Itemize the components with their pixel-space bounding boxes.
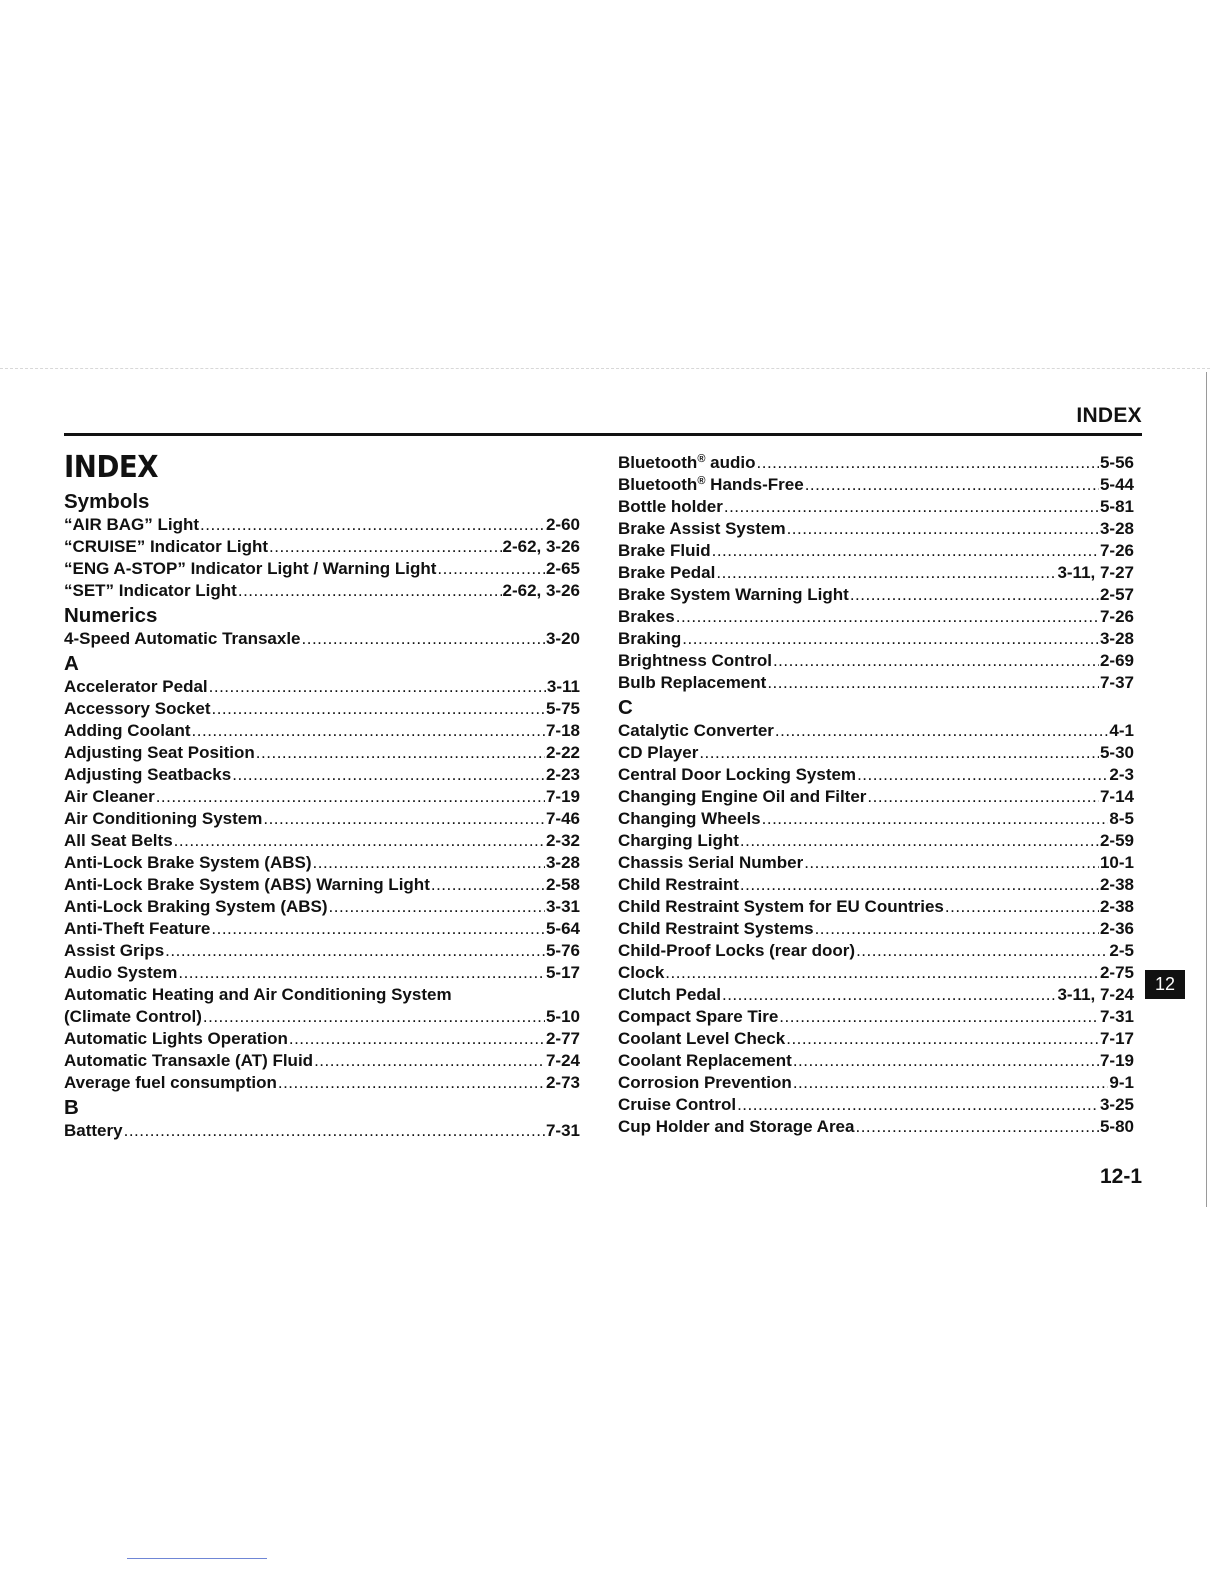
entry-label: Automatic Lights Operation xyxy=(64,1029,288,1048)
entry-label: CD Player xyxy=(618,743,699,762)
entry-page-ref[interactable]: 2-65 xyxy=(545,559,580,578)
entry-page-ref[interactable]: 2-36 xyxy=(1099,919,1134,938)
entry-page-ref[interactable]: 2-62, 3-26 xyxy=(502,581,580,600)
scan-mark xyxy=(127,1558,267,1559)
entry-label: Anti-Theft Feature xyxy=(64,919,211,938)
entry-page-ref[interactable]: 5-10 xyxy=(545,1007,580,1026)
entry-label: Child-Proof Locks (rear door) xyxy=(618,941,856,960)
entry-label: Cruise Control xyxy=(618,1095,737,1114)
dot-leader xyxy=(779,1006,1099,1028)
entry-label: Child Restraint xyxy=(618,875,739,894)
index-entry[interactable] xyxy=(64,676,580,698)
entry-page-ref[interactable]: 5-64 xyxy=(545,919,580,938)
dot-leader xyxy=(773,650,1099,672)
index-entry[interactable] xyxy=(64,1072,580,1094)
entry-label: Clock xyxy=(618,963,665,982)
entry-page-ref[interactable]: 7-19 xyxy=(1099,1051,1134,1070)
index-entry[interactable] xyxy=(618,742,1134,764)
entry-label: Assist Grips xyxy=(64,941,165,960)
dot-leader xyxy=(740,874,1099,896)
scan-edge-line xyxy=(0,368,1210,369)
index-column-left xyxy=(64,448,580,1142)
entry-page-ref[interactable]: 2-73 xyxy=(545,1073,580,1092)
index-entry[interactable] xyxy=(64,764,580,786)
entry-page-ref[interactable]: 4-1 xyxy=(1109,721,1134,740)
entry-label: Anti-Lock Brake System (ABS) xyxy=(64,853,312,872)
entry-label: (Climate Control) xyxy=(64,1007,202,1026)
dot-leader xyxy=(165,940,545,962)
dot-leader xyxy=(722,984,1056,1006)
entry-page-ref[interactable]: 2-59 xyxy=(1099,831,1134,850)
entry-label: Corrosion Prevention xyxy=(618,1073,792,1092)
entry-label: “CRUISE” Indicator Light xyxy=(64,537,268,556)
dot-leader xyxy=(314,1050,545,1072)
dot-leader xyxy=(757,452,1099,474)
index-entry[interactable] xyxy=(618,940,1134,962)
index-entry[interactable] xyxy=(618,1072,1134,1094)
dot-leader xyxy=(699,742,1099,764)
entry-page-ref[interactable]: 7-46 xyxy=(545,809,580,828)
dot-leader xyxy=(850,584,1099,606)
entry-label-suffix: audio xyxy=(705,453,756,472)
entry-page-ref[interactable]: 2-22 xyxy=(545,743,580,762)
entry-label-text: Bluetooth xyxy=(618,453,698,472)
entry-page-ref[interactable]: 3-28 xyxy=(1099,629,1134,648)
dot-leader xyxy=(793,1050,1099,1072)
index-entry[interactable] xyxy=(64,874,580,896)
entry-label: Accelerator Pedal xyxy=(64,677,208,696)
entry-label: Charging Light xyxy=(618,831,739,850)
entry-page-ref[interactable]: 2-62, 3-26 xyxy=(502,537,580,556)
index-entry[interactable] xyxy=(618,896,1134,918)
dot-leader xyxy=(724,496,1099,518)
dot-leader xyxy=(256,742,545,764)
index-entry[interactable] xyxy=(64,808,580,830)
dot-leader xyxy=(767,672,1099,694)
entry-page-ref[interactable]: 3-11 xyxy=(546,677,580,696)
entry-page-ref[interactable]: 7-31 xyxy=(545,1121,580,1140)
entry-label: Anti-Lock Braking System (ABS) xyxy=(64,897,328,916)
entry-label: Coolant Level Check xyxy=(618,1029,786,1048)
dot-leader xyxy=(431,874,545,896)
index-entry[interactable] xyxy=(618,1006,1134,1028)
entry-label: Central Door Locking System xyxy=(618,765,857,784)
dot-leader xyxy=(178,962,545,984)
index-entry[interactable] xyxy=(64,940,580,962)
entry-label: Bulb Replacement xyxy=(618,673,767,692)
index-entry[interactable] xyxy=(618,540,1134,562)
dot-leader xyxy=(289,1028,545,1050)
index-entry[interactable] xyxy=(618,808,1134,830)
entry-page-ref[interactable]: 2-69 xyxy=(1099,651,1134,670)
entry-page-ref[interactable]: 3-28 xyxy=(545,853,580,872)
index-entry[interactable] xyxy=(618,720,1134,742)
page-edge xyxy=(1206,372,1207,1207)
index-entry[interactable] xyxy=(64,962,580,984)
entry-page-ref[interactable]: 2-75 xyxy=(1099,963,1134,982)
index-entry[interactable] xyxy=(64,852,580,874)
header-rule xyxy=(64,433,1142,436)
index-entry[interactable] xyxy=(618,984,1134,1006)
index-entry[interactable] xyxy=(64,1006,580,1028)
section-heading: A xyxy=(64,652,79,675)
entry-label: 4-Speed Automatic Transaxle xyxy=(64,629,301,648)
registered-mark: ® xyxy=(697,475,706,487)
dot-leader xyxy=(665,962,1099,984)
index-entry[interactable] xyxy=(64,984,580,1006)
entry-label: Adjusting Seat Position xyxy=(64,743,255,762)
entry-label: Brakes xyxy=(618,607,675,626)
index-entry[interactable] xyxy=(618,606,1134,628)
index-entry[interactable] xyxy=(64,698,580,720)
entry-page-ref[interactable]: 7-19 xyxy=(545,787,580,806)
dot-leader xyxy=(313,852,545,874)
entry-label-text: Bluetooth xyxy=(618,475,698,494)
index-entry[interactable] xyxy=(64,536,580,558)
entry-page-ref[interactable]: 9-1 xyxy=(1109,1073,1134,1092)
entry-page-ref[interactable]: 2-5 xyxy=(1109,941,1134,960)
index-entry[interactable] xyxy=(618,1028,1134,1050)
dot-leader xyxy=(737,1094,1099,1116)
entry-label: Air Cleaner xyxy=(64,787,155,806)
dot-leader xyxy=(232,764,545,786)
dot-leader xyxy=(174,830,545,852)
entry-page-ref[interactable]: 3-25 xyxy=(1099,1095,1134,1114)
dot-leader xyxy=(787,518,1099,540)
entry-page-ref[interactable]: 3-11, 7-24 xyxy=(1057,985,1134,1004)
dot-leader xyxy=(238,580,502,602)
entry-page-ref[interactable]: 5-76 xyxy=(545,941,580,960)
entry-label: Battery xyxy=(64,1121,123,1140)
dot-leader xyxy=(716,562,1056,584)
section-heading: Symbols xyxy=(64,490,150,513)
dot-leader xyxy=(203,1006,545,1028)
entry-label: Automatic Transaxle (AT) Fluid xyxy=(64,1051,314,1070)
page-title: INDEX xyxy=(64,450,159,485)
index-entry[interactable] xyxy=(618,764,1134,786)
entry-page-ref[interactable]: 8-5 xyxy=(1109,809,1134,828)
index-list-left xyxy=(64,490,580,1142)
entry-label-suffix: Hands-Free xyxy=(705,475,804,494)
entry-page-ref[interactable]: 2-57 xyxy=(1099,585,1134,604)
index-list-right xyxy=(618,452,1134,1138)
entry-page-ref[interactable]: 2-38 xyxy=(1099,897,1134,916)
index-entry[interactable] xyxy=(618,852,1134,874)
entry-label: Air Conditioning System xyxy=(64,809,263,828)
entry-page-ref[interactable]: 2-23 xyxy=(545,765,580,784)
dot-leader xyxy=(211,918,545,940)
entry-page-ref[interactable]: 2-58 xyxy=(545,875,580,894)
entry-label: Coolant Replacement xyxy=(618,1051,792,1070)
section-tab[interactable]: 12 xyxy=(1145,970,1185,999)
dot-leader xyxy=(302,628,545,650)
entry-page-ref[interactable]: 5-56 xyxy=(1099,453,1134,472)
index-entry[interactable] xyxy=(618,962,1134,984)
index-entry[interactable] xyxy=(618,518,1134,540)
dot-leader xyxy=(775,720,1109,742)
entry-label: “AIR BAG” Light xyxy=(64,515,200,534)
dot-leader xyxy=(263,808,545,830)
index-column-right xyxy=(618,452,1134,1138)
section-heading: B xyxy=(64,1096,79,1119)
index-entry[interactable] xyxy=(64,1028,580,1050)
entry-label: Bottle holder xyxy=(618,497,723,516)
section-heading: Numerics xyxy=(64,604,158,627)
index-entry[interactable] xyxy=(618,628,1134,650)
entry-label: Changing Wheels xyxy=(618,809,761,828)
entry-page-ref[interactable]: 3-11, 7-27 xyxy=(1057,563,1134,582)
entry-label: Average fuel consumption xyxy=(64,1073,277,1092)
index-entry[interactable] xyxy=(618,474,1134,496)
entry-page-ref[interactable]: 5-17 xyxy=(545,963,580,982)
dot-leader xyxy=(945,896,1099,918)
dot-leader xyxy=(437,558,545,580)
entry-label xyxy=(618,474,804,496)
dot-leader xyxy=(156,786,545,808)
dot-leader xyxy=(786,1028,1099,1050)
registered-mark: ® xyxy=(697,453,706,465)
entry-page-ref[interactable]: 2-38 xyxy=(1099,875,1134,894)
entry-label: Automatic Heating and Air Conditioning System xyxy=(64,985,452,1004)
dot-leader xyxy=(712,540,1099,562)
entry-page-ref[interactable]: 3-28 xyxy=(1099,519,1134,538)
entry-page-ref[interactable]: 7-26 xyxy=(1099,541,1134,560)
entry-label: All Seat Belts xyxy=(64,831,173,850)
entry-label: Brake Fluid xyxy=(618,541,711,560)
dot-leader xyxy=(211,698,544,720)
entry-page-ref[interactable]: 7-37 xyxy=(1099,673,1134,692)
dot-leader xyxy=(856,940,1108,962)
index-entry[interactable] xyxy=(64,628,580,650)
entry-label: “ENG A-STOP” Indicator Light / Warning Light xyxy=(64,559,437,578)
entry-page-ref[interactable]: 5-80 xyxy=(1099,1117,1134,1136)
entry-label: Catalytic Converter xyxy=(618,721,774,740)
entry-label: Adjusting Seatbacks xyxy=(64,765,232,784)
index-entry[interactable] xyxy=(64,514,580,536)
index-entry[interactable] xyxy=(64,742,580,764)
entry-page-ref[interactable]: 7-18 xyxy=(545,721,580,740)
running-header: INDEX xyxy=(1076,404,1142,427)
dot-leader xyxy=(200,514,545,536)
index-entry[interactable] xyxy=(618,874,1134,896)
dot-leader xyxy=(124,1120,545,1142)
index-entry[interactable] xyxy=(618,1050,1134,1072)
entry-page-ref[interactable]: 2-60 xyxy=(545,515,580,534)
index-entry[interactable] xyxy=(618,584,1134,606)
entry-page-ref[interactable]: 3-20 xyxy=(545,629,580,648)
index-entry[interactable] xyxy=(64,1050,580,1072)
entry-page-ref[interactable]: 5-75 xyxy=(545,699,580,718)
entry-page-ref[interactable]: 10-1 xyxy=(1099,853,1134,872)
entry-page-ref[interactable]: 3-31 xyxy=(545,897,580,916)
entry-label: Adding Coolant xyxy=(64,721,191,740)
dot-leader xyxy=(857,764,1108,786)
dot-leader xyxy=(278,1072,545,1094)
index-entry[interactable] xyxy=(64,918,580,940)
dot-leader xyxy=(740,830,1099,852)
index-entry[interactable] xyxy=(618,496,1134,518)
page-number: 12-1 xyxy=(1099,1165,1142,1188)
entry-label: Brightness Control xyxy=(618,651,772,670)
index-entry[interactable] xyxy=(64,1120,580,1142)
entry-label: Braking xyxy=(618,629,682,648)
entry-label: Brake Pedal xyxy=(618,563,716,582)
dot-leader xyxy=(329,896,545,918)
index-entry[interactable] xyxy=(618,830,1134,852)
entry-page-ref[interactable]: 7-14 xyxy=(1099,787,1134,806)
dot-leader xyxy=(855,1116,1099,1138)
index-entry[interactable] xyxy=(618,1094,1134,1116)
entry-label: Child Restraint System for EU Countries xyxy=(618,897,944,916)
entry-page-ref[interactable]: 5-44 xyxy=(1099,475,1134,494)
index-entry[interactable] xyxy=(64,558,580,580)
index-entry[interactable] xyxy=(64,580,580,602)
entry-page-ref[interactable]: 5-30 xyxy=(1099,743,1134,762)
index-entry[interactable] xyxy=(618,918,1134,940)
entry-label: Brake Assist System xyxy=(618,519,786,538)
index-entry[interactable] xyxy=(64,830,580,852)
entry-page-ref[interactable]: 7-26 xyxy=(1099,607,1134,626)
dot-leader xyxy=(762,808,1109,830)
entry-page-ref[interactable]: 7-17 xyxy=(1099,1029,1134,1048)
index-entry[interactable] xyxy=(618,786,1134,808)
entry-label: “SET” Indicator Light xyxy=(64,581,237,600)
entry-label: Child Restraint Systems xyxy=(618,919,814,938)
entry-page-ref[interactable]: 2-32 xyxy=(545,831,580,850)
dot-leader xyxy=(676,606,1099,628)
entry-label: Accessory Socket xyxy=(64,699,211,718)
index-entry[interactable] xyxy=(618,1116,1134,1138)
dot-leader xyxy=(815,918,1099,940)
entry-page-ref[interactable]: 2-3 xyxy=(1109,765,1134,784)
dot-leader xyxy=(269,536,502,558)
entry-label: Cup Holder and Storage Area xyxy=(618,1117,855,1136)
dot-leader xyxy=(793,1072,1109,1094)
entry-page-ref[interactable]: 7-31 xyxy=(1099,1007,1134,1026)
index-entry[interactable] xyxy=(618,650,1134,672)
dot-leader xyxy=(805,474,1099,496)
entry-label: Brake System Warning Light xyxy=(618,585,849,604)
entry-label: Changing Engine Oil and Filter xyxy=(618,787,867,806)
entry-label: Clutch Pedal xyxy=(618,985,721,1004)
section-heading: C xyxy=(618,696,633,719)
entry-label: Anti-Lock Brake System (ABS) Warning Light xyxy=(64,875,430,894)
index-entry[interactable] xyxy=(618,672,1134,694)
entry-label: Chassis Serial Number xyxy=(618,853,804,872)
entry-label xyxy=(618,452,756,474)
index-entry[interactable] xyxy=(64,786,580,808)
index-entry[interactable] xyxy=(64,896,580,918)
entry-page-ref[interactable]: 5-81 xyxy=(1099,497,1134,516)
index-entry[interactable] xyxy=(618,452,1134,474)
entry-page-ref[interactable]: 7-24 xyxy=(545,1051,580,1070)
index-entry[interactable] xyxy=(618,562,1134,584)
dot-leader xyxy=(682,628,1099,650)
dot-leader xyxy=(192,720,545,742)
dot-leader xyxy=(209,676,546,698)
entry-label: Audio System xyxy=(64,963,178,982)
index-entry[interactable] xyxy=(64,720,580,742)
entry-page-ref[interactable]: 2-77 xyxy=(545,1029,580,1048)
dot-leader xyxy=(867,786,1099,808)
entry-label: Compact Spare Tire xyxy=(618,1007,779,1026)
dot-leader xyxy=(804,852,1099,874)
